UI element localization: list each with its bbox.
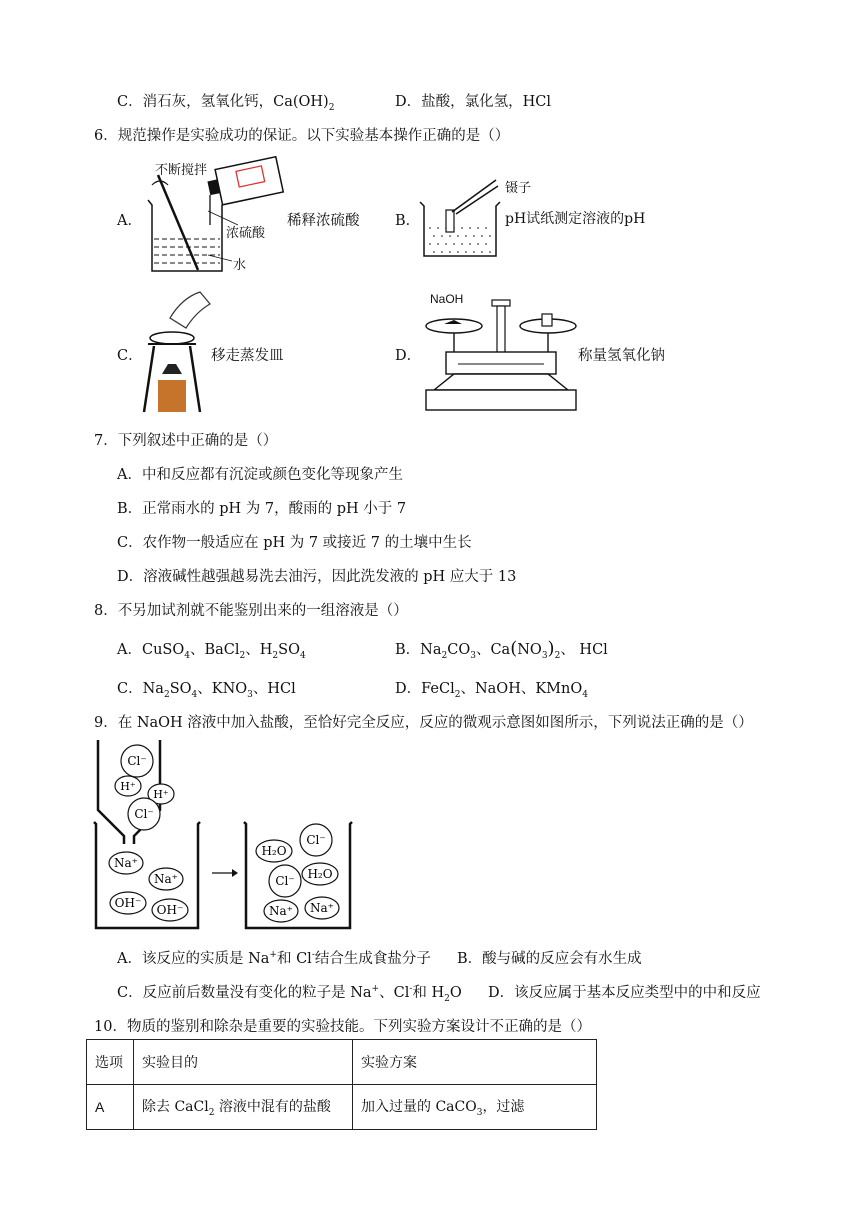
q7-option-d: D．溶液碱性越强越易洗去油污，因此洗发液的 pH 应大于 13 bbox=[117, 569, 517, 585]
ion-oh: OH⁻ bbox=[156, 903, 184, 917]
q6-option-c-label: 移走蒸发皿 bbox=[211, 348, 284, 364]
table-cell: 除去 CaCl$_2$ 溶液中混有的盐酸 bbox=[134, 1085, 353, 1130]
q10-table bbox=[86, 1039, 597, 1130]
q5-option-d: D．盐酸，氯化氢，HCl bbox=[395, 94, 552, 110]
ph-test-figure bbox=[418, 172, 518, 262]
ion-na: Na⁺ bbox=[114, 856, 138, 870]
ion-na: Na⁺ bbox=[310, 901, 334, 915]
q10-stem: 10．物质的鉴别和除杂是重要的实验技能。下列实验方案设计不正确的是（） bbox=[94, 1019, 591, 1035]
water-label: 水 bbox=[233, 258, 247, 273]
q9-option-a: A．该反应的实质是 Na+和 Cl-结合生成食盐分子 bbox=[117, 950, 431, 967]
q6-option-a-letter: A． bbox=[117, 213, 142, 229]
ion-h: H⁺ bbox=[120, 780, 136, 793]
ion-oh: OH⁻ bbox=[114, 896, 142, 910]
table-header-row bbox=[87, 1040, 597, 1085]
q6-option-b-label: pH试纸测定溶液的pH bbox=[505, 211, 646, 227]
q6-option-b-letter: B． bbox=[395, 213, 421, 229]
ion-na: Na⁺ bbox=[154, 872, 178, 886]
q5-option-c: C．消石灰，氢氧化钙，$Ca(OH)_2$ bbox=[117, 94, 335, 113]
q8-option-c: C．$Na_2SO_4$、$KNO_3$、HCl bbox=[117, 681, 296, 700]
reaction-micro-diagram bbox=[88, 740, 358, 932]
ion-cl: Cl⁻ bbox=[127, 754, 147, 768]
table-row bbox=[87, 1085, 597, 1130]
molecule-h2o: H₂O bbox=[261, 844, 287, 858]
molecule-h2o: H₂O bbox=[307, 867, 333, 881]
q7-stem: 7．下列叙述中正确的是（） bbox=[94, 433, 278, 449]
q8-stem: 8．不另加试剂就不能鉴别出来的一组溶液是（） bbox=[94, 603, 408, 619]
table-header-cell: 实验目的 bbox=[134, 1040, 353, 1085]
ion-cl: Cl⁻ bbox=[134, 807, 154, 821]
q8-option-b: B．$Na_2CO_3$、$Ca(NO_3)_2$、 HCl bbox=[395, 638, 608, 661]
tweezers-label: 镊子 bbox=[505, 181, 532, 196]
acid-label: 浓硫酸 bbox=[226, 226, 266, 241]
stir-label: 不断搅拌 bbox=[155, 163, 208, 178]
naoh-label: NaOH bbox=[430, 292, 464, 306]
q6-stem: 6．规范操作是实验成功的保证。以下实验基本操作正确的是（） bbox=[94, 128, 510, 144]
table-cell: A bbox=[87, 1085, 134, 1130]
q8-option-a: A．CuSO$_4$、BaCl$_2$、$H_2SO_4$ bbox=[117, 642, 306, 661]
q6-option-d-label: 称量氢氧化钠 bbox=[578, 348, 665, 364]
table-header-cell: 选项 bbox=[87, 1040, 134, 1085]
ion-h: H⁺ bbox=[153, 788, 169, 801]
balance-figure bbox=[424, 290, 582, 414]
evaporating-dish-figure bbox=[140, 288, 215, 414]
q9-option-c: C．反应前后数量没有变化的粒子是 Na+、Cl-和 $H_2O$ bbox=[117, 984, 462, 1004]
q6-option-d-letter: D． bbox=[395, 348, 422, 364]
q6-option-a-label: 稀释浓硫酸 bbox=[287, 213, 360, 229]
ion-na: Na⁺ bbox=[269, 904, 293, 918]
ion-cl: Cl⁻ bbox=[275, 874, 295, 888]
q6-option-c-letter: C． bbox=[117, 348, 143, 364]
ion-cl: Cl⁻ bbox=[306, 833, 326, 847]
q9-option-d: D．该反应属于基本反应类型中的中和反应 bbox=[488, 985, 761, 1001]
q8-option-d: D．FeCl$_2$、NaOH、KMnO$_4$ bbox=[395, 681, 588, 700]
table-cell: 加入过量的 CaCO$_3$，过滤 bbox=[353, 1085, 597, 1130]
q7-option-a: A．中和反应都有沉淀或颜色变化等现象产生 bbox=[117, 467, 403, 483]
q9-option-b: B．酸与碱的反应会有水生成 bbox=[457, 951, 642, 967]
q9-stem: 9．在 NaOH 溶液中加入盐酸，至恰好完全反应，反应的微观示意图如图所示，下列说法正确的是（） bbox=[94, 715, 753, 731]
q7-option-c: C．农作物一般适应在 pH 为 7 或接近 7 的土壤中生长 bbox=[117, 535, 472, 551]
table-header-cell: 实验方案 bbox=[353, 1040, 597, 1085]
q7-option-b: B．正常雨水的 pH 为 7，酸雨的 pH 小于 7 bbox=[117, 501, 407, 517]
